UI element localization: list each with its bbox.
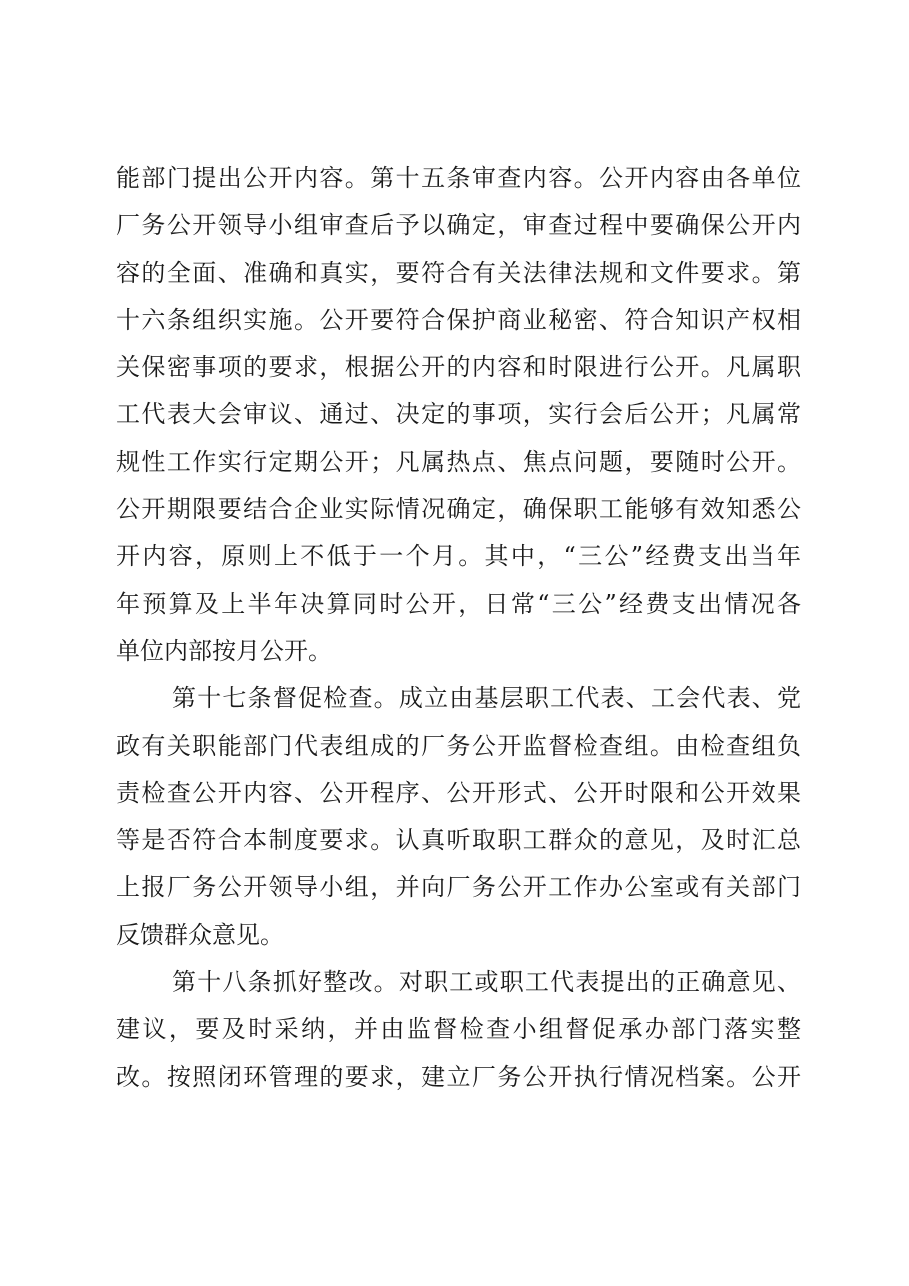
text-line: 工代表大会审议、通过、决定的事项，实行会后公开；凡属常 [116,400,801,429]
text-line: 容的全面、准确和真实，要符合有关法律法规和文件要求。第 [116,258,801,287]
text-line: 单位内部按月公开。 [116,636,332,665]
text-line: 上报厂务公开领导小组，并向厂务公开工作办公室或有关部门 [116,873,801,902]
text-line: 十六条组织实施。公开要符合保护商业秘密、符合知识产权相 [116,305,801,334]
text-line: 能部门提出公开内容。第十五条审查内容。公开内容由各单位 [116,164,801,192]
text-line: 改。按照闭环管理的要求，建立厂务公开执行情况档案。公开 [116,1062,801,1091]
text-line: 第十八条抓好整改。对职工或职工代表提出的正确意见、 [172,968,801,997]
text-line: 政有关职能部门代表组成的厂务公开监督检查组。由检查组负 [116,731,801,760]
text-line: 关保密事项的要求，根据公开的内容和时限进行公开。凡属职 [116,353,801,382]
text-line: 等是否符合本制度要求。认真听取职工群众的意见，及时汇总 [116,826,801,855]
text-line: 规性工作实行定期公开；凡属热点、焦点问题，要随时公开。 [116,447,801,476]
text-line: 公开期限要结合企业实际情况确定，确保职工能够有效知悉公 [116,495,801,524]
text-line: 年预算及上半年决算同时公开，日常“三公”经费支出情况各 [116,589,801,618]
text-line: 第十七条督促检查。成立由基层职工代表、工会代表、党 [172,684,801,713]
document-body [116,155,801,1101]
text-line: 开内容，原则上不低于一个月。其中，“三公”经费支出当年 [116,542,801,571]
text-line: 建议，要及时采纳，并由监督检查小组督促承办部门落实整 [116,1015,801,1044]
text-line: 反馈群众意见。 [116,920,284,949]
text-line: 厂务公开领导小组审查后予以确定，审查过程中要确保公开内 [116,211,801,240]
text-line: 责检查公开内容、公开程序、公开形式、公开时限和公开效果 [116,778,801,807]
